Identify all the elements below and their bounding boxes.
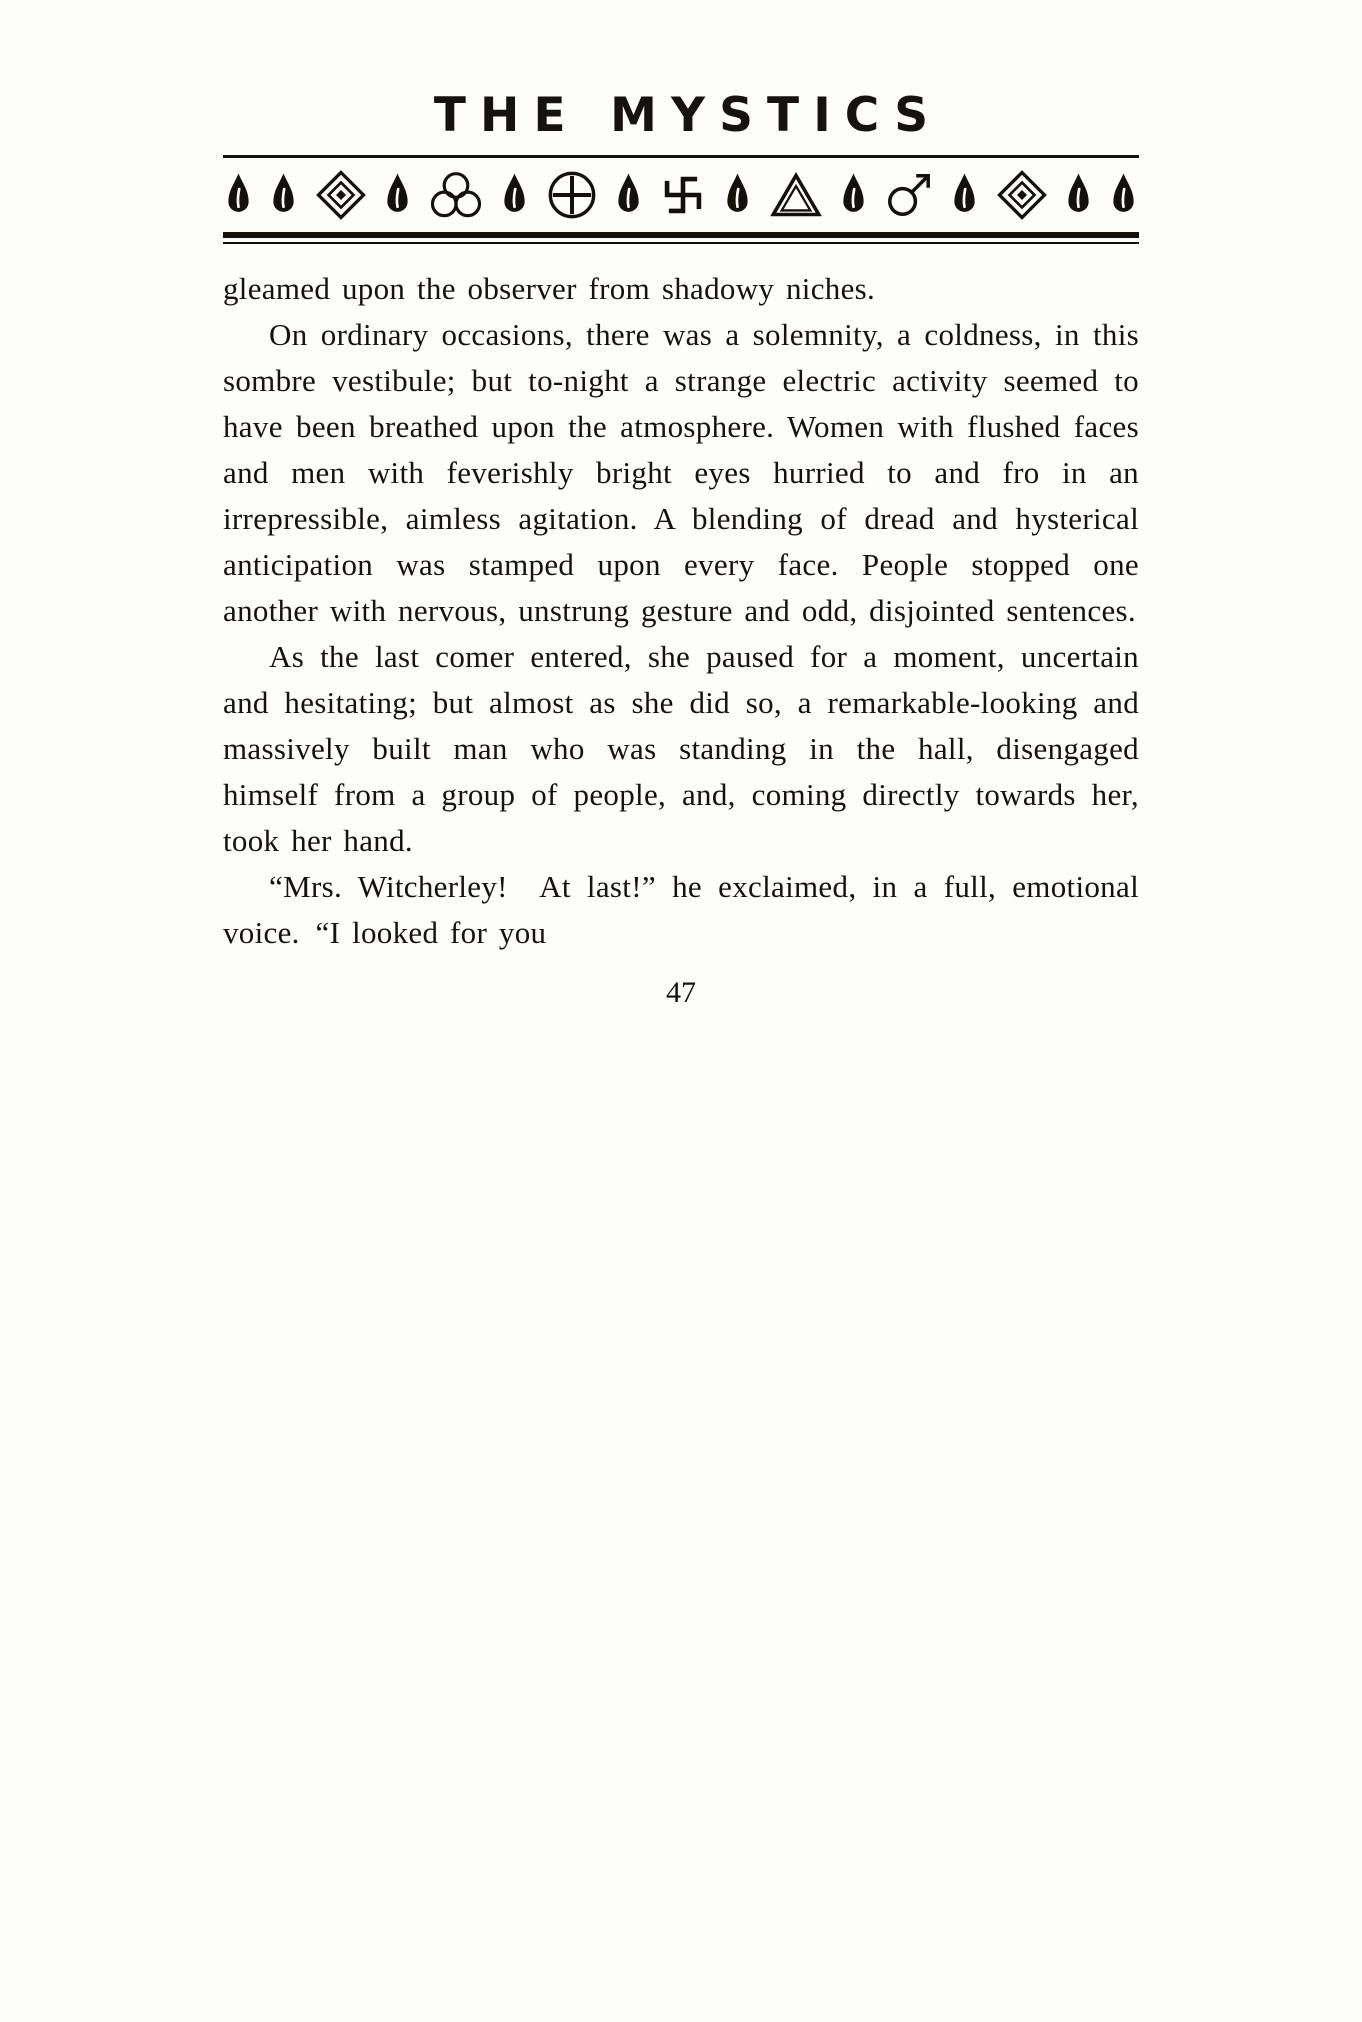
- paragraph: “Mrs. Witcherley! At last!” he exclaimed, in a full, emotional voice. “I looked for you: [223, 869, 1139, 950]
- flame-icon: [1065, 172, 1092, 218]
- flame-icon: [501, 172, 528, 218]
- circle-cross-icon: [547, 170, 597, 220]
- flame-icon: [615, 172, 642, 218]
- flame-icon: [724, 172, 751, 218]
- diamond-icon: [997, 170, 1047, 220]
- page-content: [223, 88, 1139, 1010]
- page-number: 47: [666, 976, 696, 1009]
- paragraph: On ordinary occasions, there was a solemnity, a coldness, in this sombre vestibule; but to-night a strange electric activity seemed to have been breathed upon the atmosphere. Women with flushed faces and men with feverishly bright eyes hurried to and fro in an irrepressible, aimless agitation. A blending of dread and hysterical anticipation was stamped upon every face. People stopped one another with nervous, unstrung gesture and odd, disjointed sentences.: [223, 317, 1139, 628]
- header-double-rule: [223, 232, 1139, 244]
- flame-icon: [840, 172, 867, 218]
- swastika-icon: [660, 172, 706, 218]
- flame-icon: [384, 172, 411, 218]
- paragraph: gleamed upon the observer from shadowy niches.: [223, 271, 876, 306]
- flame-icon: [1110, 172, 1137, 218]
- page-title: THE MYSTICS: [433, 88, 943, 143]
- triangle-icon: [770, 172, 822, 218]
- body-text: [223, 266, 1139, 956]
- ornament-band: [223, 158, 1139, 232]
- mars-icon: [885, 171, 933, 219]
- flame-icon: [270, 172, 297, 218]
- flame-icon: [951, 172, 978, 218]
- flame-icon: [225, 172, 252, 218]
- paragraph: As the last comer entered, she paused for a moment, uncertain and hesitating; but almost as she did so, a remarkable-looking and massively built man who was standing in the hall, disengaged himself from a group of people, and, coming directly towards her, took her hand.: [223, 639, 1139, 858]
- diamond-icon: [316, 170, 366, 220]
- trefoil-icon: [429, 171, 483, 219]
